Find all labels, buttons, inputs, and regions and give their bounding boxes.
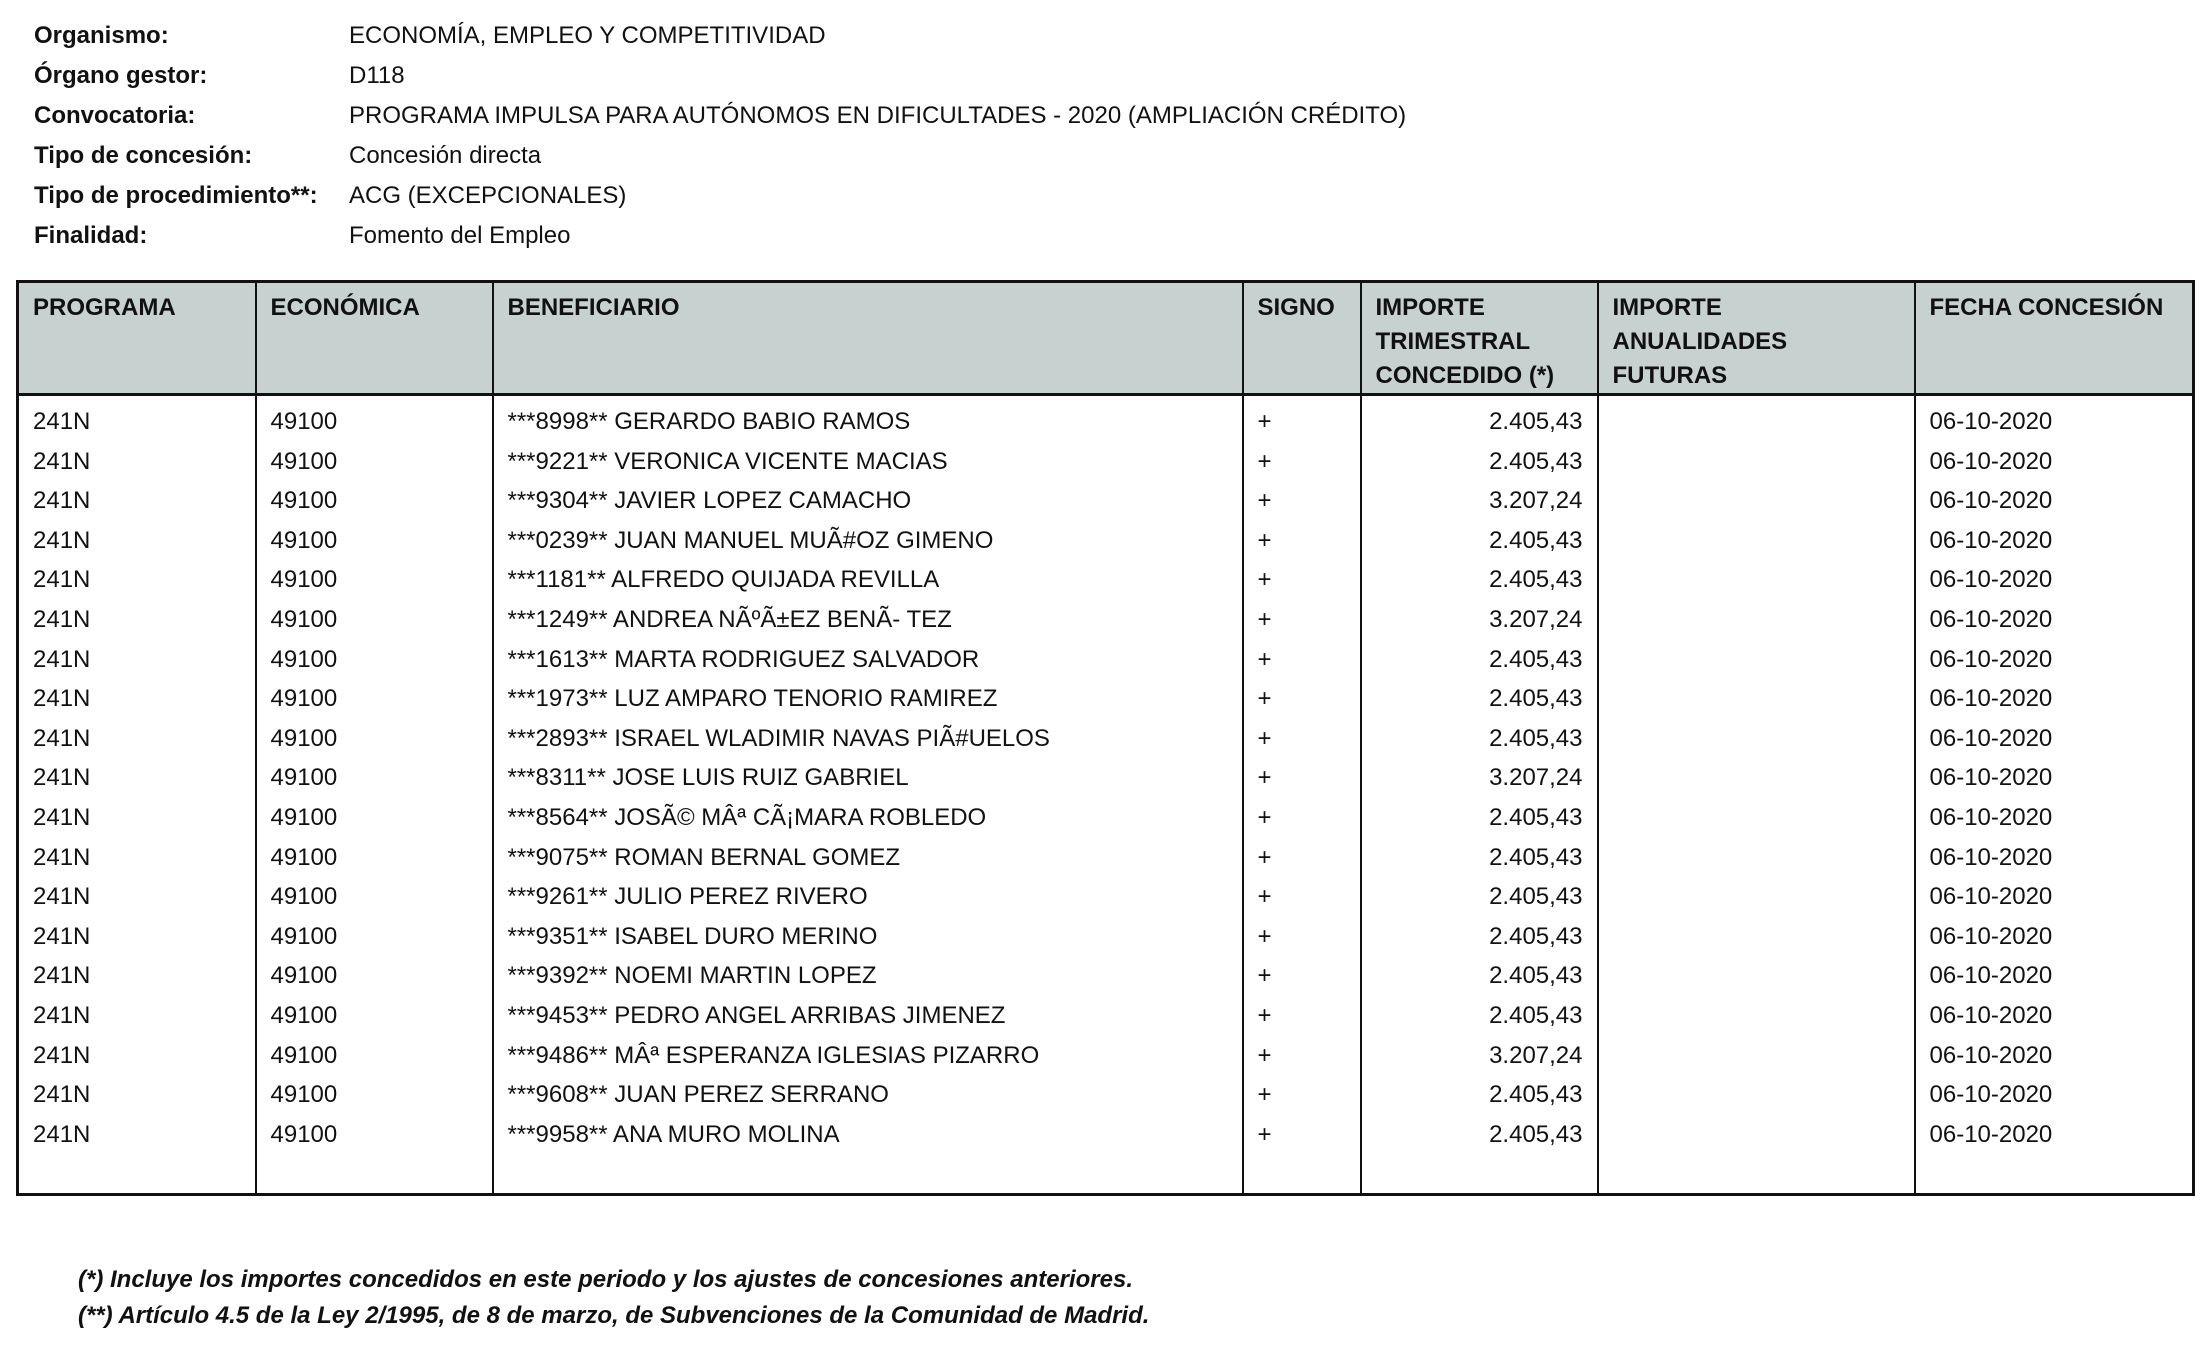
table-row xyxy=(18,917,2194,957)
cell-economica: 49100 xyxy=(256,395,493,442)
cell-futuras xyxy=(1598,798,1915,838)
empty-cell xyxy=(1243,1154,1361,1194)
cell-programa: 241N xyxy=(18,395,256,442)
column-header-line: TRIMESTRAL xyxy=(1375,328,1531,355)
cell-fecha: 06-10-2020 xyxy=(1915,917,2194,957)
cell-fecha: 06-10-2020 xyxy=(1915,758,2194,798)
cell-futuras xyxy=(1598,917,1915,957)
empty-cell xyxy=(1361,1154,1598,1194)
empty-cell xyxy=(18,1154,256,1194)
cell-signo: + xyxy=(1243,481,1361,521)
metadata-value: PROGRAMA IMPULSA PARA AUTÓNOMOS EN DIFICULTADES - 2020 (AMPLIACIÓN CRÉDITO) xyxy=(349,102,1407,129)
metadata-row-organismo xyxy=(34,16,1406,56)
cell-futuras xyxy=(1598,600,1915,640)
concessions-table xyxy=(16,280,2195,1196)
cell-programa: 241N xyxy=(18,996,256,1036)
table-row xyxy=(18,1036,2194,1076)
cell-programa: 241N xyxy=(18,1036,256,1076)
metadata-label: Convocatoria: xyxy=(34,102,196,129)
cell-futuras xyxy=(1598,679,1915,719)
cell-signo: + xyxy=(1243,758,1361,798)
cell-signo: + xyxy=(1243,1036,1361,1076)
metadata-row-tipo-concesion xyxy=(34,136,1406,176)
cell-programa: 241N xyxy=(18,917,256,957)
cell-economica: 49100 xyxy=(256,1036,493,1076)
cell-futuras xyxy=(1598,838,1915,878)
cell-futuras xyxy=(1598,1036,1915,1076)
cell-signo: + xyxy=(1243,600,1361,640)
cell-futuras xyxy=(1598,719,1915,759)
column-header-fecha-concesion xyxy=(1915,282,2194,395)
table-row xyxy=(18,798,2194,838)
column-header-line: IMPORTE xyxy=(1612,294,1722,321)
cell-economica: 49100 xyxy=(256,560,493,600)
cell-economica: 49100 xyxy=(256,1075,493,1115)
cell-fecha: 06-10-2020 xyxy=(1915,481,2194,521)
cell-beneficiario: ***9351** ISABEL DURO MERINO xyxy=(493,917,1243,957)
metadata-value: Concesión directa xyxy=(349,142,542,169)
cell-economica: 49100 xyxy=(256,758,493,798)
table-header xyxy=(18,282,2194,395)
cell-beneficiario: ***8564** JOSÃ© MÂª CÃ¡MARA ROBLEDO xyxy=(493,798,1243,838)
column-header-beneficiario xyxy=(493,282,1243,395)
table-row xyxy=(18,395,2194,442)
table-body xyxy=(18,395,2194,1195)
cell-importe: 3.207,24 xyxy=(1361,600,1598,640)
footnote-ley: (**) Artículo 4.5 de la Ley 2/1995, de 8 de marzo, de Subvenciones de la Comunidad de Madrid. xyxy=(78,1302,1150,1329)
cell-importe: 2.405,43 xyxy=(1361,798,1598,838)
cell-programa: 241N xyxy=(18,640,256,680)
cell-economica: 49100 xyxy=(256,521,493,561)
column-header-signo xyxy=(1243,282,1361,395)
cell-importe: 2.405,43 xyxy=(1361,877,1598,917)
cell-economica: 49100 xyxy=(256,640,493,680)
cell-importe: 2.405,43 xyxy=(1361,560,1598,600)
cell-programa: 241N xyxy=(18,1115,256,1155)
cell-economica: 49100 xyxy=(256,600,493,640)
cell-importe: 2.405,43 xyxy=(1361,996,1598,1036)
column-header-line: BENEFICIARIO xyxy=(507,294,680,321)
cell-importe: 2.405,43 xyxy=(1361,1115,1598,1155)
cell-beneficiario: ***9486** MÂª ESPERANZA IGLESIAS PIZARRO xyxy=(493,1036,1243,1076)
column-header-line: ECONÓMICA xyxy=(270,294,420,321)
table-header-row xyxy=(18,282,2194,395)
cell-programa: 241N xyxy=(18,798,256,838)
document-metadata xyxy=(34,16,1406,256)
metadata-value: ECONOMÍA, EMPLEO Y COMPETITIVIDAD xyxy=(349,22,826,49)
column-header-importe-trimestral xyxy=(1361,282,1598,395)
metadata-label: Tipo de procedimiento**: xyxy=(34,182,318,209)
cell-programa: 241N xyxy=(18,560,256,600)
column-header-programa xyxy=(18,282,256,395)
footnote-importe: (*) Incluye los importes concedidos en este periodo y los ajustes de concesiones anteriores. xyxy=(78,1266,1133,1293)
cell-programa: 241N xyxy=(18,521,256,561)
cell-importe: 2.405,43 xyxy=(1361,956,1598,996)
cell-economica: 49100 xyxy=(256,679,493,719)
metadata-value: D118 xyxy=(349,62,405,89)
column-header-line: IMPORTE xyxy=(1375,294,1485,321)
metadata-value: ACG (EXCEPCIONALES) xyxy=(349,182,627,209)
cell-economica: 49100 xyxy=(256,956,493,996)
column-header-economica xyxy=(256,282,493,395)
empty-cell xyxy=(1598,1154,1915,1194)
cell-signo: + xyxy=(1243,719,1361,759)
cell-beneficiario: ***9392** NOEMI MARTIN LOPEZ xyxy=(493,956,1243,996)
cell-importe: 2.405,43 xyxy=(1361,838,1598,878)
cell-beneficiario: ***9304** JAVIER LOPEZ CAMACHO xyxy=(493,481,1243,521)
cell-fecha: 06-10-2020 xyxy=(1915,395,2194,442)
cell-fecha: 06-10-2020 xyxy=(1915,1115,2194,1155)
cell-futuras xyxy=(1598,758,1915,798)
table-row xyxy=(18,1075,2194,1115)
column-header-importe-anualidades xyxy=(1598,282,1915,395)
column-header-line: FUTURAS xyxy=(1612,362,1728,389)
cell-programa: 241N xyxy=(18,442,256,482)
cell-economica: 49100 xyxy=(256,838,493,878)
cell-importe: 2.405,43 xyxy=(1361,442,1598,482)
cell-fecha: 06-10-2020 xyxy=(1915,838,2194,878)
cell-beneficiario: ***0239** JUAN MANUEL MUÃ#OZ GIMENO xyxy=(493,521,1243,561)
cell-beneficiario: ***2893** ISRAEL WLADIMIR NAVAS PIÃ#UELOS xyxy=(493,719,1243,759)
column-header-line: SIGNO xyxy=(1257,294,1335,321)
table-row xyxy=(18,679,2194,719)
empty-cell xyxy=(1915,1154,2194,1194)
cell-programa: 241N xyxy=(18,1075,256,1115)
table-filler-row xyxy=(18,1154,2194,1194)
cell-importe: 3.207,24 xyxy=(1361,481,1598,521)
cell-signo: + xyxy=(1243,996,1361,1036)
cell-beneficiario: ***1249** ANDREA NÃºÃ±EZ BENÃ- TEZ xyxy=(493,600,1243,640)
cell-beneficiario: ***9221** VERONICA VICENTE MACIAS xyxy=(493,442,1243,482)
cell-fecha: 06-10-2020 xyxy=(1915,996,2194,1036)
cell-programa: 241N xyxy=(18,877,256,917)
metadata-label: Tipo de concesión: xyxy=(34,142,253,169)
cell-programa: 241N xyxy=(18,679,256,719)
cell-signo: + xyxy=(1243,640,1361,680)
table-row xyxy=(18,640,2194,680)
metadata-row-organo-gestor xyxy=(34,56,1406,96)
table-row xyxy=(18,956,2194,996)
cell-futuras xyxy=(1598,640,1915,680)
cell-beneficiario: ***1973** LUZ AMPARO TENORIO RAMIREZ xyxy=(493,679,1243,719)
cell-beneficiario: ***9608** JUAN PEREZ SERRANO xyxy=(493,1075,1243,1115)
column-header-line: FECHA CONCESIÓN xyxy=(1929,294,2164,321)
cell-fecha: 06-10-2020 xyxy=(1915,442,2194,482)
column-header-line: PROGRAMA xyxy=(33,294,176,321)
metadata-label: Organismo: xyxy=(34,22,169,49)
metadata-row-convocatoria xyxy=(34,96,1406,136)
cell-fecha: 06-10-2020 xyxy=(1915,560,2194,600)
cell-beneficiario: ***9958** ANA MURO MOLINA xyxy=(493,1115,1243,1155)
metadata-row-tipo-procedimiento xyxy=(34,176,1406,216)
cell-signo: + xyxy=(1243,956,1361,996)
cell-importe: 2.405,43 xyxy=(1361,719,1598,759)
cell-signo: + xyxy=(1243,1075,1361,1115)
cell-beneficiario: ***9075** ROMAN BERNAL GOMEZ xyxy=(493,838,1243,878)
cell-fecha: 06-10-2020 xyxy=(1915,798,2194,838)
metadata-value: Fomento del Empleo xyxy=(349,222,571,249)
table-row xyxy=(18,442,2194,482)
cell-economica: 49100 xyxy=(256,481,493,521)
cell-fecha: 06-10-2020 xyxy=(1915,956,2194,996)
cell-futuras xyxy=(1598,996,1915,1036)
cell-signo: + xyxy=(1243,917,1361,957)
cell-signo: + xyxy=(1243,798,1361,838)
table-row xyxy=(18,1115,2194,1155)
table-row xyxy=(18,560,2194,600)
cell-futuras xyxy=(1598,956,1915,996)
cell-importe: 3.207,24 xyxy=(1361,1036,1598,1076)
cell-futuras xyxy=(1598,521,1915,561)
cell-fecha: 06-10-2020 xyxy=(1915,877,2194,917)
cell-importe: 2.405,43 xyxy=(1361,679,1598,719)
cell-programa: 241N xyxy=(18,600,256,640)
table-row xyxy=(18,838,2194,878)
cell-beneficiario: ***9453** PEDRO ANGEL ARRIBAS JIMENEZ xyxy=(493,996,1243,1036)
cell-beneficiario: ***8998** GERARDO BABIO RAMOS xyxy=(493,395,1243,442)
cell-programa: 241N xyxy=(18,956,256,996)
cell-futuras xyxy=(1598,442,1915,482)
cell-futuras xyxy=(1598,560,1915,600)
table-row xyxy=(18,719,2194,759)
cell-economica: 49100 xyxy=(256,877,493,917)
cell-beneficiario: ***1181** ALFREDO QUIJADA REVILLA xyxy=(493,560,1243,600)
cell-futuras xyxy=(1598,395,1915,442)
cell-economica: 49100 xyxy=(256,798,493,838)
empty-cell xyxy=(256,1154,493,1194)
footnotes xyxy=(78,1262,1149,1334)
cell-fecha: 06-10-2020 xyxy=(1915,640,2194,680)
table-row xyxy=(18,481,2194,521)
cell-programa: 241N xyxy=(18,838,256,878)
cell-signo: + xyxy=(1243,1115,1361,1155)
cell-signo: + xyxy=(1243,838,1361,878)
cell-economica: 49100 xyxy=(256,996,493,1036)
table-row xyxy=(18,996,2194,1036)
cell-economica: 49100 xyxy=(256,442,493,482)
cell-fecha: 06-10-2020 xyxy=(1915,1036,2194,1076)
metadata-label: Órgano gestor: xyxy=(34,62,208,89)
column-header-line: CONCEDIDO (*) xyxy=(1375,362,1555,389)
cell-economica: 49100 xyxy=(256,917,493,957)
table-row xyxy=(18,600,2194,640)
cell-futuras xyxy=(1598,877,1915,917)
cell-beneficiario: ***8311** JOSE LUIS RUIZ GABRIEL xyxy=(493,758,1243,798)
cell-signo: + xyxy=(1243,679,1361,719)
cell-economica: 49100 xyxy=(256,1115,493,1155)
cell-importe: 2.405,43 xyxy=(1361,640,1598,680)
cell-importe: 2.405,43 xyxy=(1361,521,1598,561)
cell-programa: 241N xyxy=(18,719,256,759)
cell-programa: 241N xyxy=(18,758,256,798)
cell-importe: 2.405,43 xyxy=(1361,917,1598,957)
cell-fecha: 06-10-2020 xyxy=(1915,521,2194,561)
cell-futuras xyxy=(1598,1075,1915,1115)
cell-fecha: 06-10-2020 xyxy=(1915,1075,2194,1115)
metadata-row-finalidad xyxy=(34,216,1406,256)
cell-futuras xyxy=(1598,1115,1915,1155)
cell-programa: 241N xyxy=(18,481,256,521)
table-row xyxy=(18,758,2194,798)
cell-beneficiario: ***1613** MARTA RODRIGUEZ SALVADOR xyxy=(493,640,1243,680)
cell-economica: 49100 xyxy=(256,719,493,759)
cell-importe: 3.207,24 xyxy=(1361,758,1598,798)
cell-signo: + xyxy=(1243,521,1361,561)
cell-importe: 2.405,43 xyxy=(1361,1075,1598,1115)
table-row xyxy=(18,521,2194,561)
cell-signo: + xyxy=(1243,442,1361,482)
column-header-line: ANUALIDADES xyxy=(1612,328,1788,355)
cell-signo: + xyxy=(1243,395,1361,442)
cell-fecha: 06-10-2020 xyxy=(1915,719,2194,759)
empty-cell xyxy=(493,1154,1243,1194)
cell-importe: 2.405,43 xyxy=(1361,395,1598,442)
cell-fecha: 06-10-2020 xyxy=(1915,679,2194,719)
cell-futuras xyxy=(1598,481,1915,521)
cell-beneficiario: ***9261** JULIO PEREZ RIVERO xyxy=(493,877,1243,917)
table-row xyxy=(18,877,2194,917)
cell-signo: + xyxy=(1243,560,1361,600)
cell-fecha: 06-10-2020 xyxy=(1915,600,2194,640)
metadata-label: Finalidad: xyxy=(34,222,148,249)
cell-signo: + xyxy=(1243,877,1361,917)
